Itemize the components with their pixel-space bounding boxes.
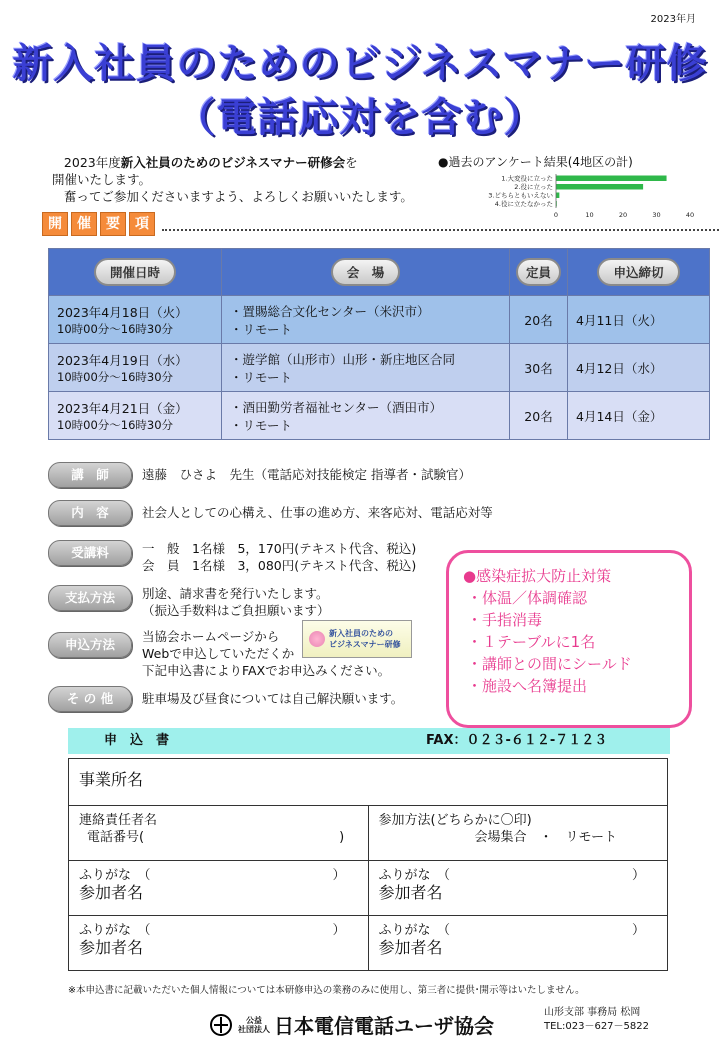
content-text: 社会人としての心構え、仕事の進め方、来客応対、電話応対等 [142,505,493,520]
other-label: そ の 他 [48,686,132,712]
organization-name: 日本電信電話ユーザ協会 [274,1014,494,1038]
organization-footer [210,1010,494,1039]
table-row: 2023年4月18日（火） 10時00分～16時30分 ・置賜総合文化センター（米沢市） ・リモート 20名 4月11日（火） [49,296,710,344]
infection-title: ●感染症拡大防止対策 [463,567,612,585]
list-item: ・手指消毒 [467,611,543,629]
survey-category-label: 1.大変役に立った [501,174,553,183]
flower-icon [309,631,325,647]
survey-tick-label: 20 [618,211,628,219]
table-row: 2023年4月19日（水） 10時00分～16時30分 ・遊学館（山形市）山形・新庄地区合同 ・リモート 30名 4月12日（水） [49,344,710,392]
section-header-char: 項 [129,212,155,236]
participant-field[interactable]: ふりがな （ ） 参加者名 [79,868,346,902]
header-deadline: 申込締切 [568,249,710,296]
schedule-table [48,248,710,440]
section-header-char: 開 [42,212,68,236]
survey-bar [556,193,559,199]
privacy-note: ※本申込書に記載いただいた個人情報については本研修申込の業務のみに使用し、第三者に提供･開示等はいたしません。 [68,985,585,996]
header-date: 開催日時 [49,249,222,296]
list-item: ・１テーブルに1名 [467,633,596,651]
survey-category-label: 3.どちらともいえない [488,191,553,200]
survey-tick-label: 10 [585,211,594,219]
survey-tick-label: 40 [685,211,695,219]
contact-info: 山形支部 事務局 松岡 TEL:023－627－5822 [544,1007,649,1032]
contact-field[interactable]: 連絡責任者名 電話番号( ) [79,813,345,845]
section-header-char: 要 [100,212,126,236]
lecturer-label: 講 師 [48,462,132,488]
survey-category-label: 2.役に立った [514,183,553,191]
infection-measures-box [446,550,692,728]
list-item: ・施設へ名簿提出 [467,677,588,695]
survey-bar [556,184,643,190]
survey-title: ●過去のアンケート結果(4地区の計) [438,155,633,169]
issue-date: 2023年月 [650,14,696,25]
survey-chart [438,153,698,221]
payment-text: 別途、請求書を発行いたします。 （振込手数料はご負担願います） [142,586,330,618]
fee-text: 一 般 1名様 5，170円(テキスト代含、税込) 会 員 1名様 3，080円(テキスト代含、税込) [142,541,417,573]
payment-label: 支払方法 [48,585,132,611]
content-label: 内 容 [48,500,132,526]
dotted-rule [162,217,720,231]
intro-text: 2023年度新入社員のためのビジネスマナー研修会を 開催いたします。 奮ってご参加くださいますよう、よろしくお願いいたします。 [52,155,413,204]
homepage-banner-link[interactable]: 新入社員のための ビジネスマナー研修 [302,620,412,658]
ntt-logo-icon [210,1014,232,1036]
survey-bar [556,176,667,182]
header-venue: 会 場 [222,249,510,296]
participant-field[interactable]: ふりがな （ ） 参加者名 [79,923,346,957]
header-capacity: 定員 [510,249,568,296]
lecturer-text: 遠藤 ひさよ 先生（電話応対技能検定 指導者・試験官） [142,467,471,482]
fax-number: FAX：０２３-６１２-７１２３ [426,733,608,748]
company-field[interactable]: 事業所名 [79,770,144,789]
table-row: 2023年4月21日（金） 10時00分～16時30分 ・酒田勤労者福祉センター（酒田市） ・リモート 20名 4月14日（金） [49,392,710,440]
participant-field[interactable]: ふりがな （ ） 参加者名 [368,861,668,915]
method-field[interactable]: 参加方法(どちらかに〇印) 会場集合 ・ リモート [368,806,668,860]
list-item: ・体温／体調確認 [467,589,588,607]
page-title: 新入社員のためのビジネスマナー研修 [12,41,708,87]
fee-label: 受講料 [48,540,132,566]
form-title: 申 込 書 [104,733,170,748]
survey-tick-label: 30 [652,211,661,219]
participant-field[interactable]: ふりがな （ ） 参加者名 [368,916,668,970]
apply-label: 申込方法 [48,632,132,658]
section-header-char: 催 [71,212,97,236]
page-subtitle: （電話応対を含む） [175,95,545,141]
corp-type: 公益 社団法人 [238,1015,270,1034]
application-form [68,758,668,971]
list-item: ・講師との間にシールド [467,655,632,673]
form-header [68,728,670,754]
other-text: 駐車場及び昼食については自己解決願います。 [142,691,404,706]
survey-tick-label: 0 [553,211,559,219]
apply-text: 当協会ホームページから Webで申込していただくか 下記申込書によりFAXでお申込みください。 [142,629,391,678]
survey-category-label: 4.役に立たなかった [494,200,553,208]
section-header [42,212,720,236]
